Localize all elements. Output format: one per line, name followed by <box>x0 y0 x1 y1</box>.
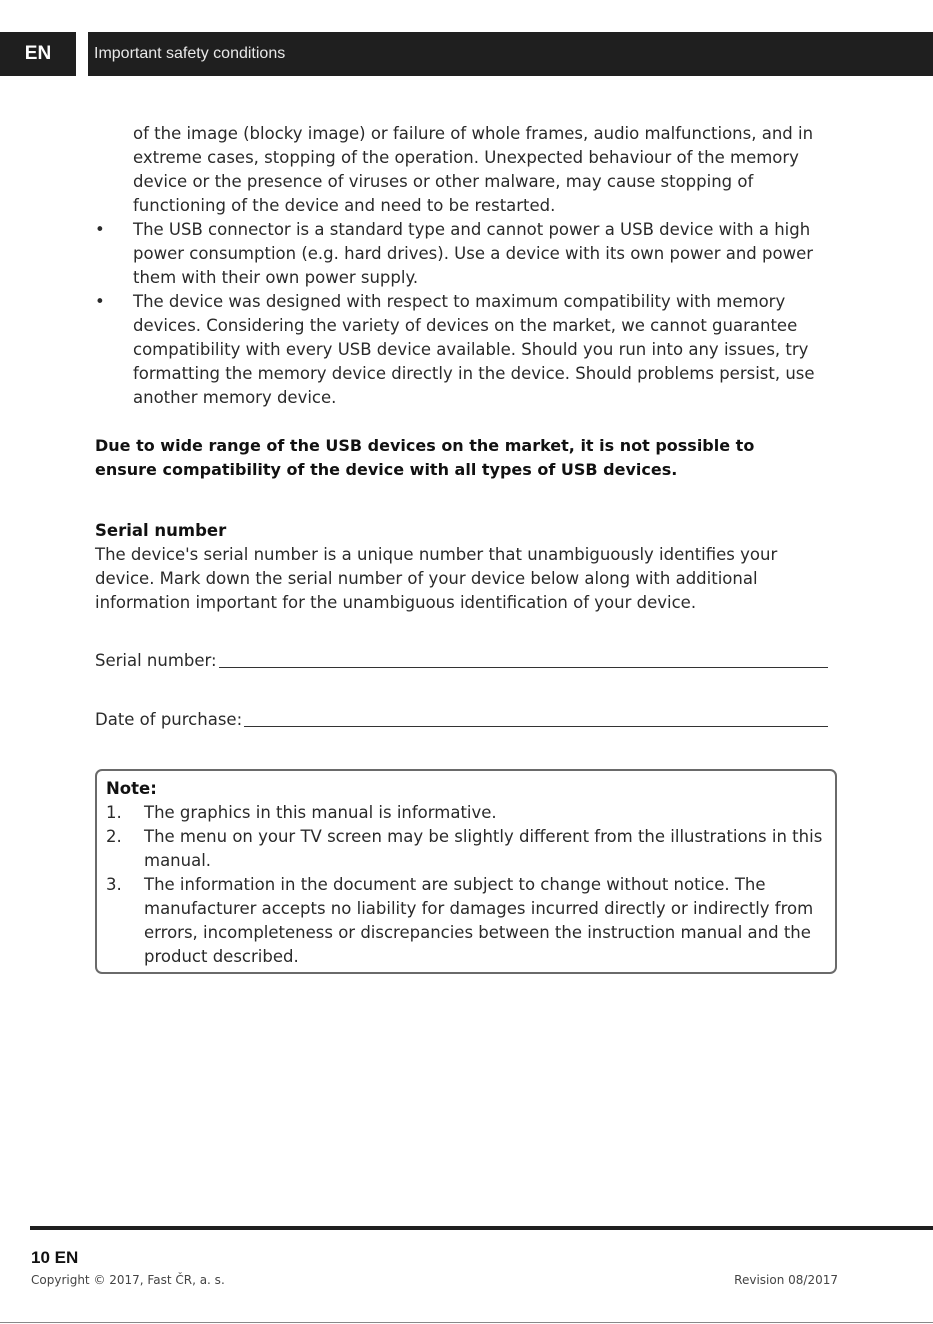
note-text: The menu on your TV screen may be slightly different from the illustrations in this manual. <box>144 827 823 870</box>
purchase-date-blank <box>244 725 828 727</box>
page-bottom-rule <box>0 1322 933 1323</box>
note-number: 2. <box>106 827 122 846</box>
serial-number-blank <box>219 666 828 668</box>
purchase-date-label: Date of purchase: <box>95 710 243 729</box>
note-text: The graphics in this manual is informative. <box>144 803 497 822</box>
bullet-marker: • <box>95 220 105 239</box>
bullet-text: The USB connector is a standard type and cannot power a USB device with a high power consumption (e.g. hard drives). Use a device with its own power and power them with their own power supply. <box>133 220 814 287</box>
list-item <box>106 801 828 825</box>
serial-number-field <box>95 649 828 673</box>
note-number: 1. <box>106 803 122 822</box>
serial-number-label: Serial number: <box>95 651 217 670</box>
note-text: The information in the document are subject to change without notice. The manufacturer accepts no liability for damages incurred directly or indirectly from errors, incompleteness or discrepancies between the instruction manual and the product described. <box>144 875 814 966</box>
purchase-date-field <box>95 708 828 732</box>
page-number: 10 EN <box>31 1248 79 1267</box>
language-tab: EN <box>0 32 76 76</box>
footer-divider <box>30 1226 933 1230</box>
list-item <box>95 290 835 410</box>
revision-label: Revision 08/2017 <box>734 1273 838 1287</box>
copyright-notice: Copyright © 2017, Fast ČR, a. s. <box>31 1273 225 1287</box>
list-item <box>95 218 835 290</box>
note-number: 3. <box>106 875 122 894</box>
note-title: Note: <box>106 779 157 798</box>
bullet-marker: • <box>95 292 105 311</box>
section-header <box>88 32 933 76</box>
serial-number-paragraph: The device's serial number is a unique number that unambiguously identifies your device. Mark down the serial number of your device below along with additional information important for the unambiguous identification of your device. <box>95 545 778 612</box>
section-title: Important safety conditions <box>94 45 286 62</box>
note-list <box>106 801 828 969</box>
list-item <box>106 873 828 969</box>
list-item <box>106 825 828 873</box>
serial-number-heading: Serial number <box>95 521 227 540</box>
bullet-text: The device was designed with respect to maximum compatibility with memory devices. Considering the variety of devices on the market, we cannot guarantee compatibility with every USB device available. Should you run into any issues, try formatting the memory device directly in the device. Should problems persist, use another memory device. <box>133 292 815 407</box>
continuation-paragraph: of the image (blocky image) or failure of whole frames, audio malfunctions, and in extreme cases, stopping of the operation. Unexpected behaviour of the memory device or the presence of viruses or other malware, may cause stopping of functioning of the device and need to be restarted. <box>133 124 814 215</box>
compatibility-warning: Due to wide range of the USB devices on the market, it is not possible to ensure compatibility of the device with all types of USB devices. <box>95 436 755 479</box>
bullet-list <box>95 218 835 410</box>
